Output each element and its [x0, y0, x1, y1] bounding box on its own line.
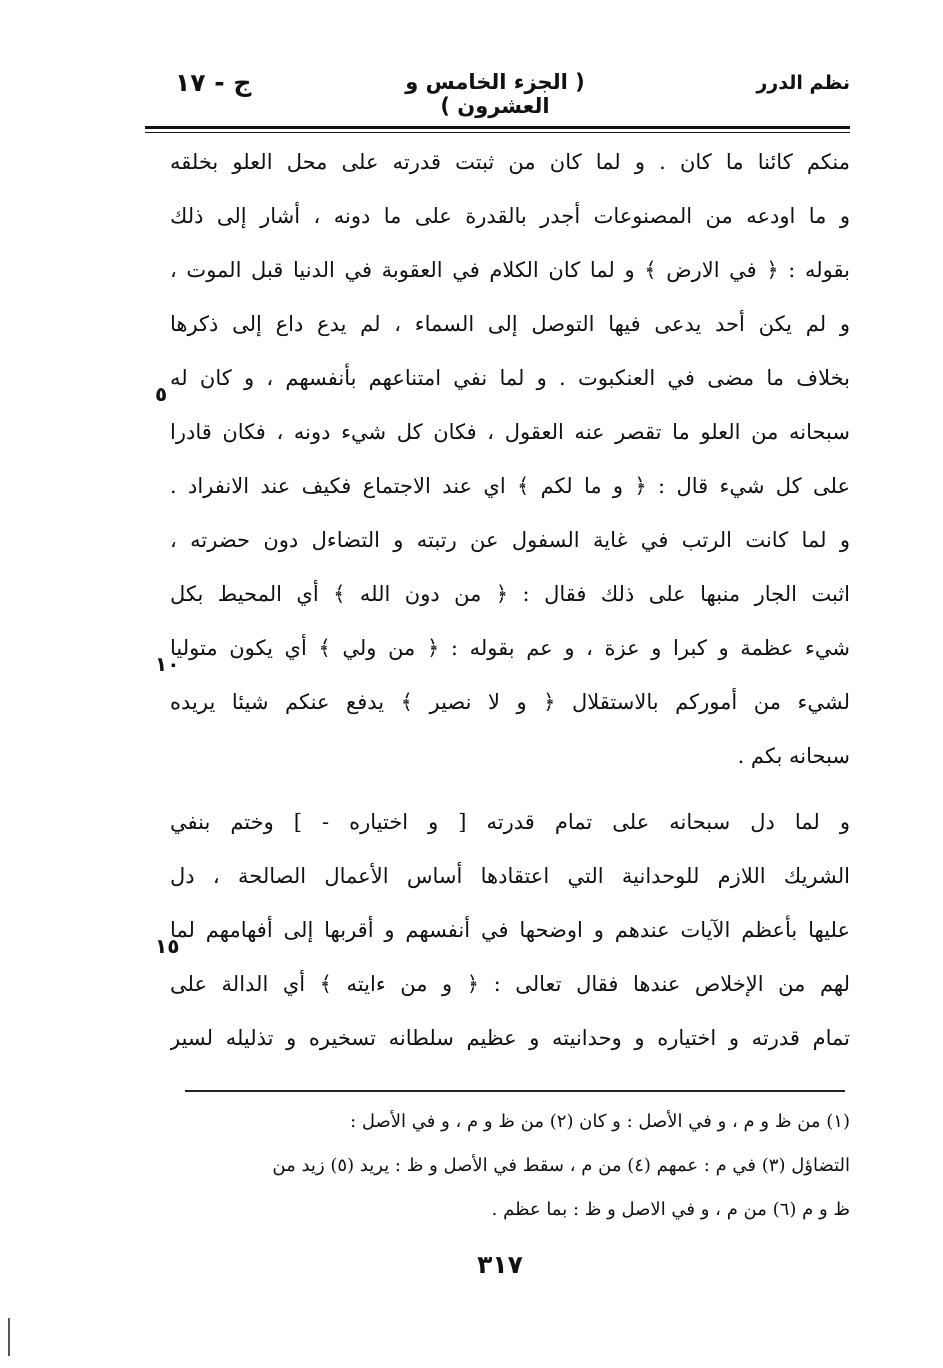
text-line: الشريك اللازم للوحدانية التي اعتقادها أساس الأعمال الصالحة ، دل: [170, 864, 850, 888]
text-line: و لم يكن أحد يدعى فيها التوصل إلى السماء ، لم يدع داع إلى ذكرها: [170, 312, 850, 336]
text-line: و لما دل سبحانه على تمام قدرته [ و اختياره - ] وختم بنفي: [170, 810, 850, 834]
chapter-reference: ج - ١٧: [175, 68, 252, 97]
paragraph-gap: [170, 783, 850, 795]
line-number-5: ٥: [155, 382, 168, 406]
text-line: لهم من الإخلاص عندها فقال تعالى : ﴿ و من ءايته ﴾ أي الدالة على: [170, 972, 850, 996]
text-line: بقوله : ﴿ في الارض ﴾ و لما كان الكلام في العقوبة في الدنيا قبل الموت ،: [170, 258, 850, 282]
text-line: و لما كانت الرتب في غاية السفول عن رتبته و التضاءل دون حضرته ،: [170, 528, 850, 552]
text-line: بخلاف ما مضى في العنكبوت . و لما نفي امتناعهم بأنفسهم ، و كان له: [170, 366, 850, 390]
text-line: و ما اودعه من المصنوعات أجدر بالقدرة على ما دونه ، أشار إلى ذلك: [170, 204, 850, 228]
footnote-line: ظ و م (٦) من م ، و في الاصل و ظ : بما عظم .: [491, 1199, 850, 1220]
text-line: شيء عظمة و كبرا و عزة ، و عم بقوله : ﴿ من ولي ﴾ أي يكون متوليا: [170, 636, 850, 660]
text-line: لشيء من أموركم بالاستقلال ﴿ و لا نصير ﴾ يدفع عنكم شيئا يريده: [170, 690, 850, 714]
footnote-line: (١) من ظ و م ، و في الأصل : و كان (٢) من ظ و م ، و في الأصل :: [350, 1111, 850, 1132]
text-line: اثبت الجار منبها على ذلك فقال : ﴿ من دون الله ﴾ أي المحيط بكل: [170, 582, 850, 606]
text-line: سبحانه بكم .: [737, 744, 850, 768]
header-rule: [145, 126, 850, 129]
header-rule-thin: [145, 132, 850, 133]
footnote-rule: [185, 1090, 845, 1092]
text-line: سبحانه من العلو ما تقصر عنه العقول ، فكان كل شيء دونه ، فكان قادرا: [170, 420, 850, 444]
running-header: [175, 68, 850, 118]
text-line: تمام قدرته و اختياره و وحدانيته و عظيم سلطانه تسخيره و تذليله لسير: [170, 1026, 850, 1050]
text-line: منكم كائنا ما كان . و لما كان من ثبتت قدرته على محل العلو بخلقه: [170, 150, 850, 174]
line-number-15: ١٥: [155, 934, 180, 958]
page-number: ٣١٧: [477, 1250, 523, 1279]
scan-edge-mark: [8, 1318, 10, 1356]
text-line: على كل شيء قال : ﴿ و ما لكم ﴾ اي عند الاجتماع فكيف عند الانفراد .: [170, 474, 850, 498]
footnotes: [170, 1100, 850, 1232]
book-title: نظم الدرر: [756, 72, 850, 94]
footnote-line: التضاؤل (٣) في م : عمهم (٤) من م ، سقط في الأصل و ظ : يريد (٥) زيد من: [272, 1155, 850, 1176]
part-title: ( الجزء الخامس و العشرون ): [405, 70, 585, 118]
line-number-10: ١٠: [155, 652, 180, 676]
text-line: عليها بأعظم الآيات عندهم و اوضحها في أنفسهم و أقربها إلى أفهامهم لما: [170, 918, 850, 942]
main-text: [170, 135, 850, 1065]
